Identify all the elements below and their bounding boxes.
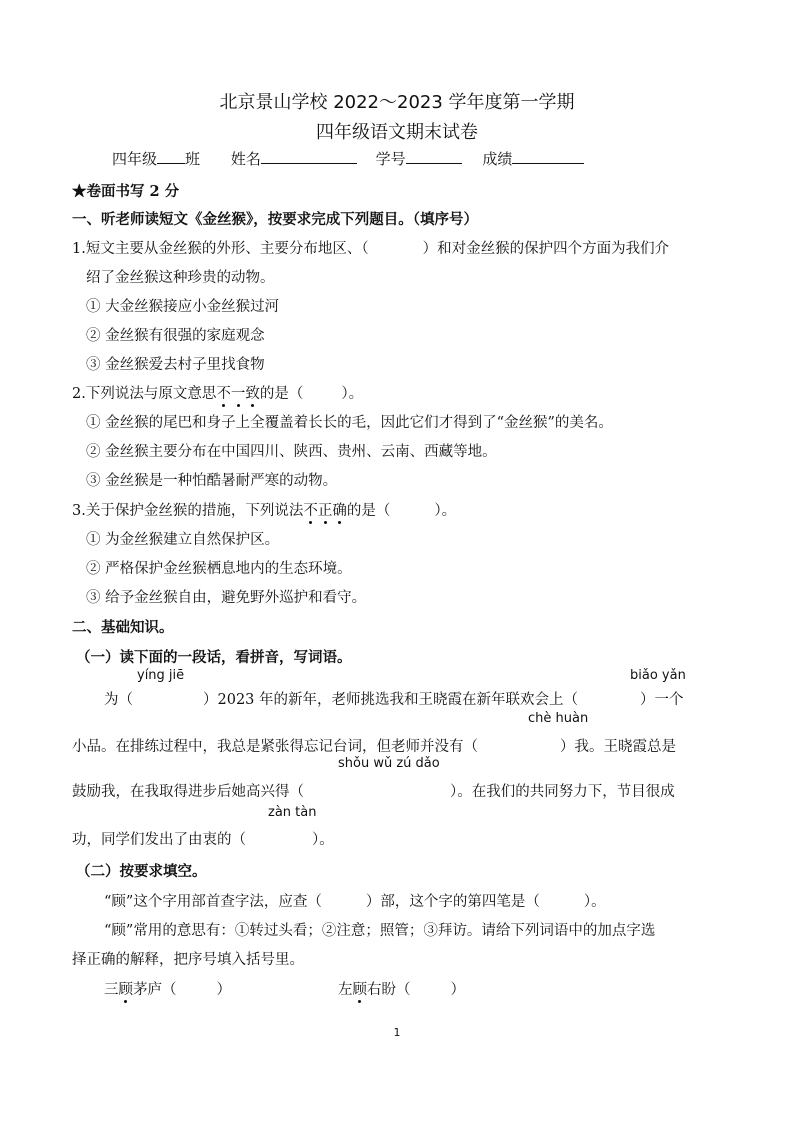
q1-text-b: ）和对金丝猴的保护四个方面为我们介 bbox=[422, 241, 670, 257]
part2-line1-text-a: “顾”这个字用部首查字法，应查（ bbox=[104, 894, 322, 910]
pinyin-para-line3 bbox=[72, 780, 675, 801]
q2-option-3: ③ 金丝猴是一种怕酷暑耐严寒的动物。 bbox=[86, 473, 338, 489]
q3-option-3: ③ 给予金丝猴自由，避免野外巡护和看守。 bbox=[86, 590, 367, 606]
q1-line2: 绍了金丝猴这种珍贵的动物。 bbox=[86, 270, 275, 286]
word2-text-b: 右盼（ bbox=[367, 982, 411, 998]
class-label: 班 bbox=[185, 150, 201, 168]
para-line4-text-b: ）。 bbox=[312, 832, 334, 848]
handwriting-note: ★卷面书写 2 分 bbox=[72, 183, 180, 200]
q2-text-a: 2.下列说法与原文意思 bbox=[72, 386, 217, 402]
section1-heading: 一、听老师读短文《金丝猴》，按要求完成下列题目。（填序号） bbox=[72, 211, 478, 228]
page-number: 1 bbox=[393, 1026, 401, 1039]
para-line2-text-a: 小品。在排练过程中，我总是紧张得忘记台词，但老师并没有（ bbox=[72, 739, 478, 755]
part2-line3: 择正确的解释，把序号填入括号里。 bbox=[72, 952, 304, 968]
para-line3-text-a: 鼓励我，在我取得进步后她高兴得（ bbox=[72, 784, 304, 800]
pinyin-1: yíng jiē bbox=[137, 668, 185, 683]
part2-line2: “顾”常用的意思有：①转过头看；②注意；照管；③拜访。请给下列词语中的加点字选 bbox=[104, 923, 656, 939]
pinyin-para-line2 bbox=[72, 735, 676, 756]
para-line4-text-a: 功，同学们发出了由衷的（ bbox=[72, 832, 246, 848]
part2-line1-text-b: ）部，这个字的第四笔是（ bbox=[365, 894, 540, 910]
exam-subtitle: 四年级语文期末试卷 bbox=[316, 122, 478, 143]
part2-line1-text-c: ）。 bbox=[583, 894, 606, 910]
word-item-2 bbox=[338, 978, 465, 999]
id-label: 学号 bbox=[375, 150, 406, 168]
word1-text-b: 茅庐（ bbox=[133, 982, 177, 998]
score-label: 成绩 bbox=[482, 150, 513, 168]
name-label: 姓名 bbox=[230, 150, 261, 168]
name-blank[interactable] bbox=[261, 149, 357, 164]
q1-option-3: ③ 金丝猴爱去村子里找食物 bbox=[86, 357, 265, 373]
word-item-1 bbox=[104, 978, 231, 999]
q1-text-a: 1.短文主要从金丝猴的外形、主要分布地区、（ bbox=[72, 241, 369, 257]
q3-emphasis bbox=[303, 503, 347, 519]
q1-option-1: ① 大金丝猴接应小金丝猴过河 bbox=[86, 299, 280, 315]
q3-option-1: ① 为金丝猴建立自然保护区。 bbox=[86, 532, 280, 548]
pinyin-para-line4 bbox=[72, 828, 334, 849]
word1-text-a: 三 bbox=[104, 982, 119, 998]
q2-option-2: ② 金丝猴主要分布在中国四川、陕西、贵州、云南、西藏等地。 bbox=[86, 444, 497, 460]
q2-emphasis bbox=[216, 386, 260, 402]
q3-option-2: ② 严格保护金丝猴栖息地内的生态环境。 bbox=[86, 561, 352, 577]
word2-text-a: 左 bbox=[338, 982, 353, 998]
pinyin-3: chè huàn bbox=[528, 711, 589, 726]
word2-dotted-char: 顾 bbox=[352, 982, 367, 998]
q2-option-1: ① 金丝猴的尾巴和身子上全覆盖着长长的毛，因此它们才得到了“金丝猴”的美名。 bbox=[86, 415, 613, 431]
para-line3-text-b: ）。在我们的共同努力下，节目很成 bbox=[450, 784, 675, 800]
para-line1-text-c: ）一个 bbox=[640, 692, 684, 708]
q2-text-c: ）。 bbox=[341, 386, 364, 402]
id-blank[interactable] bbox=[406, 149, 462, 164]
pinyin-4: shǒu wǔ zú dǎo bbox=[338, 756, 440, 771]
part2-heading: （二）按要求填空。 bbox=[76, 863, 207, 880]
q1-line1 bbox=[72, 237, 669, 258]
score-blank[interactable] bbox=[512, 149, 584, 164]
q2-stem bbox=[72, 382, 363, 403]
q3-dotted-char-2: 正 bbox=[317, 503, 333, 519]
para-line1-text-b: ）2023 年的新年，老师挑选我和王晓霞在新年联欢会上（ bbox=[203, 692, 579, 708]
class-blank[interactable] bbox=[157, 149, 185, 164]
q2-dotted-char-1: 不 bbox=[216, 386, 231, 402]
section2-heading: 二、基础知识。 bbox=[72, 619, 174, 636]
word1-dotted-char: 顾 bbox=[118, 982, 133, 998]
pinyin-5: zàn tàn bbox=[268, 805, 317, 820]
q3-stem bbox=[72, 499, 456, 520]
q3-text-b: 的是（ bbox=[346, 503, 391, 519]
pinyin-2: biǎo yǎn bbox=[630, 668, 686, 683]
q2-text-b: 的是（ bbox=[259, 386, 304, 402]
word2-text-c: ） bbox=[450, 982, 465, 998]
para-line2-text-b: ）我。王晓霞总是 bbox=[560, 739, 676, 755]
student-info-line bbox=[112, 148, 584, 169]
q3-dotted-char-3: 确 bbox=[332, 503, 347, 519]
q3-text-c: ）。 bbox=[434, 503, 457, 519]
q1-option-2: ② 金丝猴有很强的家庭观念 bbox=[86, 328, 265, 344]
pinyin-para-line1 bbox=[104, 688, 684, 709]
exam-title: 北京景山学校 2022～2023 学年度第一学期 bbox=[219, 92, 575, 113]
q2-dotted-char-3: 致 bbox=[245, 386, 260, 402]
para-line1-text-a: 为（ bbox=[104, 692, 133, 708]
word1-text-c: ） bbox=[216, 982, 231, 998]
part1-heading: （一）读下面的一段话，看拼音，写词语。 bbox=[76, 649, 352, 666]
part2-line1 bbox=[104, 890, 606, 911]
q2-dotted-char-2: 一 bbox=[230, 386, 246, 402]
grade-label: 四年级 bbox=[112, 150, 158, 168]
q3-dotted-char-1: 不 bbox=[303, 503, 318, 519]
q3-text-a: 3.关于保护金丝猴的措施，下列说法 bbox=[72, 503, 304, 519]
